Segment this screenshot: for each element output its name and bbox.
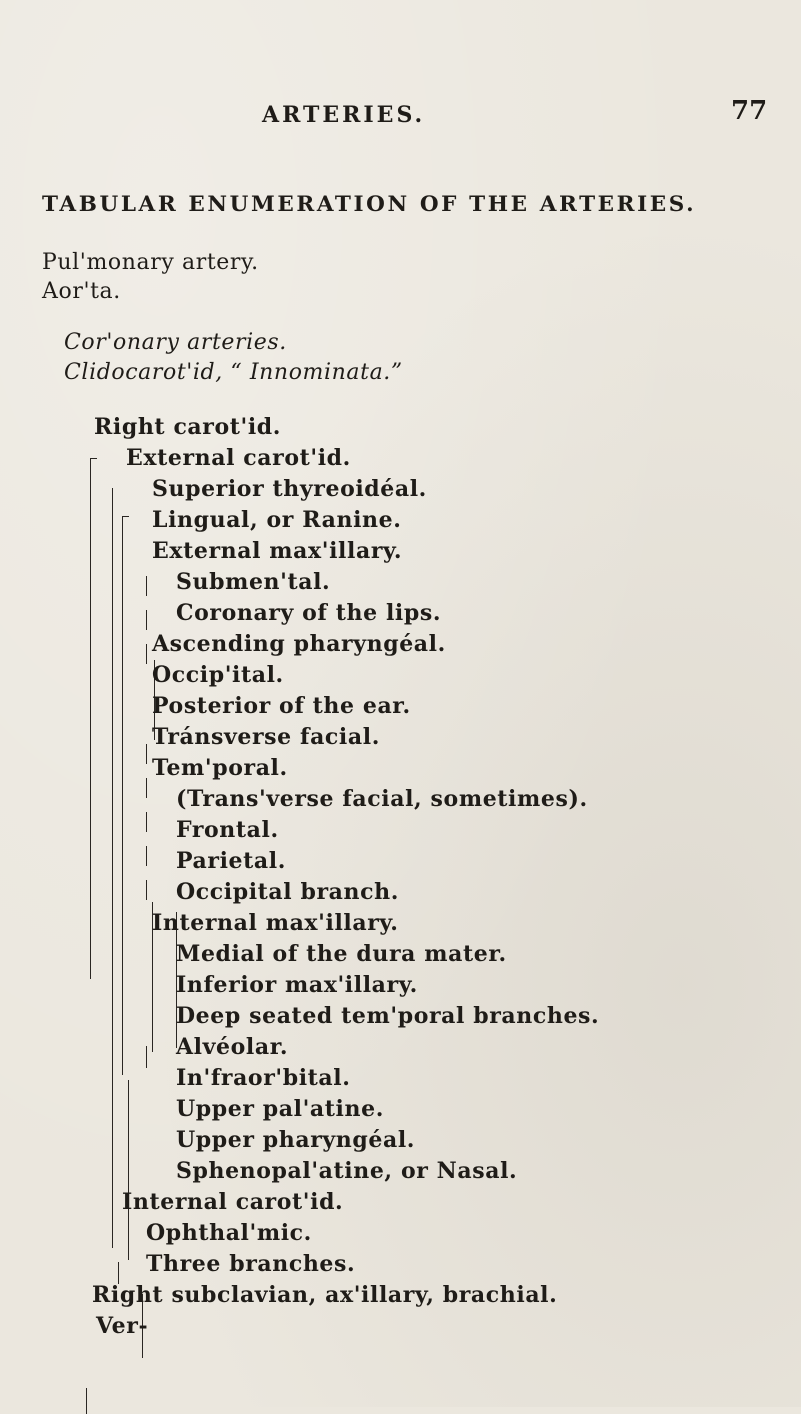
entry-external-maxillary: External max'illary. (152, 538, 403, 564)
entry-right-carotid: Right carot'id. (94, 414, 282, 440)
page-number: 77 (731, 96, 768, 126)
tree-bracket-right-carotid (90, 458, 97, 979)
entry-upper-palatine: Upper pal'atine. (176, 1096, 384, 1122)
tree-bracket-external-carotid (122, 516, 129, 1075)
tree-bracket-posterior-ear (146, 812, 151, 832)
entry-submental: Submen'tal. (176, 569, 331, 595)
entry-posterior-ear: Posterior of the ear. (152, 693, 411, 719)
entry-transverse-facial-sometimes: (Trans'verse facial, sometimes). (176, 786, 588, 812)
entry-medial-dura-mater: Medial of the dura mater. (176, 941, 507, 967)
entry-coronary-arteries: Cor'onary arteries. (64, 330, 287, 355)
entry-alveolar: Alvéolar. (176, 1034, 289, 1060)
entry-inferior-maxillary: Inferior max'illary. (176, 972, 418, 998)
tree-bracket-lingual (146, 610, 151, 630)
entry-parietal: Parietal. (176, 848, 286, 874)
entry-occipital: Occip'ital. (152, 662, 284, 688)
entry-pulmonary-artery: Pul'monary artery. (42, 250, 259, 275)
tree-bracket-transverse-facial (146, 846, 151, 866)
entry-clidocarotid: Clidocarot'id, “ Innominata.” (64, 360, 403, 385)
entry-right-subclavian: Right subclavian, ax'illary, brachial. (92, 1282, 558, 1308)
entry-aorta: Aor'ta. (42, 279, 121, 304)
tree-line-level-1 (112, 488, 113, 1248)
section-title: TABULAR ENUMERATION OF THE ARTERIES. (42, 192, 697, 217)
entry-three-branches: Three branches. (146, 1251, 356, 1277)
entry-internal-maxillary: Internal max'illary. (152, 910, 399, 936)
entry-ascending-pharyngeal: Ascending pharyngéal. (152, 631, 446, 657)
entry-upper-pharyngeal: Upper pharyngéal. (176, 1127, 416, 1153)
entry-transverse-facial: Tránsverse facial. (152, 724, 380, 750)
tree-bracket-superior-thyreoideal (146, 576, 151, 596)
tree-bracket-internal-maxillary (146, 1046, 151, 1068)
entry-superior-thyreoideal: Superior thyreoidéal. (152, 476, 427, 502)
entry-occipital-branch: Occipital branch. (176, 879, 399, 905)
tree-bracket-external-maxillary (146, 644, 151, 664)
entry-deep-temporal-branches: Deep seated tem'poral branches. (176, 1003, 600, 1029)
tree-bracket-ascending-pharyngeal (146, 744, 151, 764)
tree-line-vertebral (86, 1388, 87, 1414)
entry-coronary-lips: Coronary of the lips. (176, 600, 442, 626)
tree-bracket-internal-carotid (118, 1262, 123, 1284)
entry-vertebral-fragment: Ver- (96, 1313, 149, 1339)
entry-internal-carotid: Internal carot'id. (122, 1189, 344, 1215)
entry-lingual: Lingual, or Ranine. (152, 507, 402, 533)
entry-frontal: Frontal. (176, 817, 279, 843)
entry-sphenopalatine: Sphenopal'atine, or Nasal. (176, 1158, 518, 1184)
entry-infraorbital: In'fraor'bital. (176, 1065, 351, 1091)
tree-bracket-occipital (146, 778, 151, 798)
running-head: ARTERIES. (262, 102, 426, 128)
entry-external-carotid: External carot'id. (126, 445, 351, 471)
entry-ophthalmic: Ophthal'mic. (146, 1220, 312, 1246)
entry-temporal: Tem'poral. (152, 755, 288, 781)
tree-bracket-temporal (146, 880, 151, 900)
tree-line-internal-maxillary (128, 1080, 129, 1260)
